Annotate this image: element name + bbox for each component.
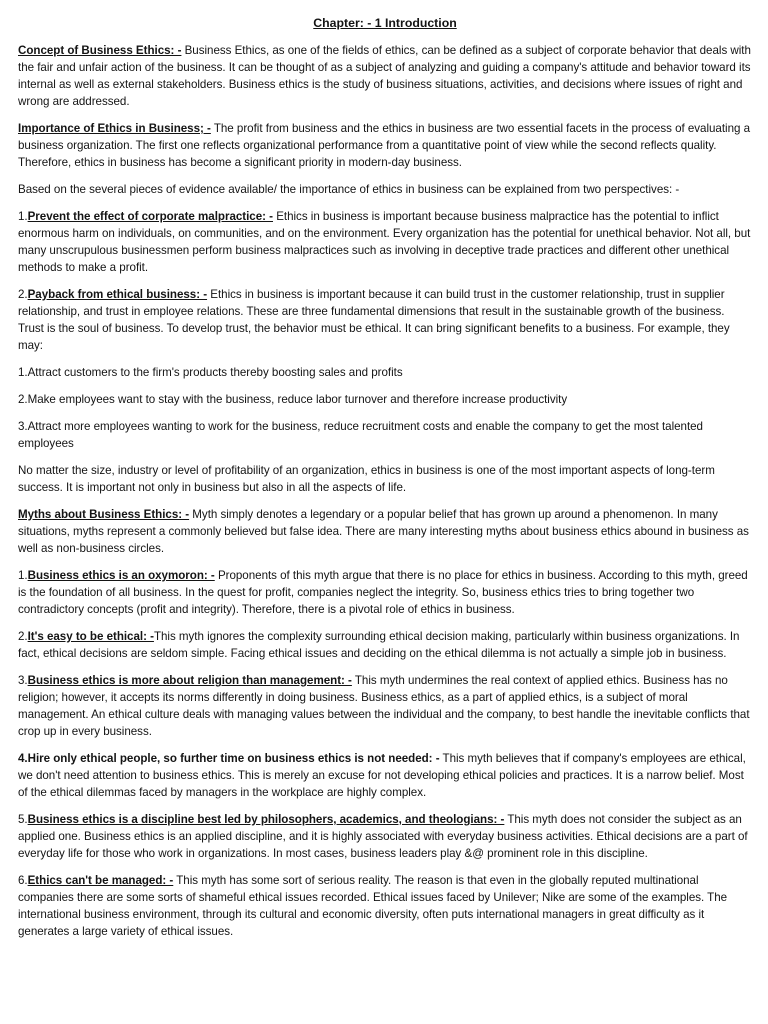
- paragraph: [18, 418, 752, 452]
- paragraph-text: The profit from business and the ethics in business are two essential facets in the process of evaluating a business organization. The first one reflects organizational performance from a quantitative point of view while the second reflects quality. Therefore, ethics in business has become a significant priority in modern-day business.: [18, 122, 751, 169]
- section-heading: It's easy to be ethical: -: [27, 630, 154, 643]
- section-heading: Business ethics is an oxymoron: -: [27, 569, 215, 582]
- document-page: [18, 15, 752, 950]
- list-number: 5.: [18, 813, 28, 826]
- paragraph: [18, 42, 752, 110]
- paragraph-text: This myth does not consider the subject as an applied one. Business ethics is an applied discipline, and it is highly associated with everyday business activities. Ethical decisions are a part of everyday life for those who work in organizations. In most cases, business leaders play &@ prominent role in this discipline.: [18, 813, 748, 860]
- paragraph-text: This myth has some sort of serious reality. The reason is that even in the globally reputed multinational companies there are some sorts of shameful ethical issues recorded. Ethical issues faced by Unilever; Nike are some of the examples. The international business environment, through its cultural and economic diversity, often puts international managers in great difficulty as it generates a large variety of ethical issues.: [18, 874, 728, 938]
- chapter-title: Chapter: - 1 Introduction: [313, 16, 457, 30]
- document-body: [18, 42, 752, 940]
- paragraph-text: This myth believes that if company's employees are ethical, we don't need attention to business ethics. This is merely an excuse for not developing ethical policies and practices. It is a narrow belief. Most of the ethical dilemmas faced by managers in the workplace are highly complex.: [18, 752, 746, 799]
- section-heading: Business ethics is more about religion than management: -: [27, 674, 352, 687]
- paragraph-text: This myth undermines the real context of applied ethics. Business has no religion; however, it accepts its norms differently in doing business. Business ethics, as a part of applied ethics, is a subject of moral management. An ethical culture deals with managing values between the individual and the company, to best handle the inevitable conflicts that crop up in every business.: [18, 674, 750, 738]
- paragraph-text: This myth ignores the complexity surrounding ethical decision making, particularly within business organizations. In fact, ethical decisions are seldom simple. Facing ethical issues and deciding on the ethical dilemma is not actually a simple job in business.: [18, 630, 740, 660]
- paragraph-text: 3.Attract more employees wanting to work for the business, reduce recruitment costs and enable the company to get the most talented employees: [18, 420, 703, 450]
- paragraph-text: Proponents of this myth argue that there is no place for ethics in business. According to this myth, greed is the foundation of all business. In the quest for profit, companies neglect the integrity. So, business ethics tries to bring together two contradictory concepts (profit and integrity). Therefore, there is a pivotal role of ethics in business.: [18, 569, 748, 616]
- section-heading: Myths about Business Ethics: -: [18, 508, 190, 521]
- paragraph: [18, 364, 752, 381]
- list-number: 3.: [18, 674, 28, 687]
- paragraph: [18, 462, 752, 496]
- paragraph: [18, 628, 752, 662]
- list-number: 1.: [18, 210, 28, 223]
- paragraph: [18, 208, 752, 276]
- paragraph: [18, 391, 752, 408]
- paragraph-text: Business Ethics, as one of the fields of ethics, can be defined as a subject of corporate behavior that deals with the fair and unfair action of the business. It can be thought of as a subject of analyzing and guiding a company's attitude and behavior toward its internal as well as external stakeholders. Business ethics is the study of business situations, activities, and decisions where issues of right and wrong are addressed.: [18, 44, 751, 108]
- paragraph-text: Myth simply denotes a legendary or a popular belief that has grown up around a phenomenon. In many situations, myths represent a commonly believed but false idea. There are many interesting myths about business ethics abound in business as well as non-business circles.: [18, 508, 749, 555]
- paragraph: [18, 181, 752, 198]
- paragraph-text: 2.Make employees want to stay with the business, reduce labor turnover and therefore increase productivity: [18, 393, 568, 406]
- list-number: 1.: [18, 569, 28, 582]
- section-heading: Concept of Business Ethics: -: [18, 44, 182, 57]
- paragraph: [18, 811, 752, 862]
- paragraph-text: Ethics in business is important because it can build trust in the customer relationship, trust in supplier relationship, and trust in employee relations. These are three fundamental dimensions that result in the sustainable growth of the business. Trust is the soul of business. To develop trust, the behavior must be ethical. It can bring significant benefits to a business. For example, they may:: [18, 288, 730, 352]
- section-heading: Prevent the effect of corporate malpractice: -: [27, 210, 273, 223]
- section-heading: Business ethics is a discipline best led by philosophers, academics, and theologians: -: [27, 813, 505, 826]
- paragraph-text: 1.Attract customers to the firm's products thereby boosting sales and profits: [18, 366, 403, 379]
- list-number: 2.: [18, 288, 28, 301]
- paragraph: [18, 286, 752, 354]
- paragraph: [18, 120, 752, 171]
- paragraph-text: No matter the size, industry or level of profitability of an organization, ethics in business is one of the most important aspects of long-term success. It is important not only in business but also in all the aspects of life.: [18, 464, 715, 494]
- list-number: 6.: [18, 874, 28, 887]
- paragraph: [18, 750, 752, 801]
- section-heading: Importance of Ethics in Business; -: [18, 122, 211, 135]
- paragraph: [18, 872, 752, 940]
- paragraph: [18, 567, 752, 618]
- paragraph-text: Based on the several pieces of evidence available/ the importance of ethics in business can be explained from two perspectives: -: [18, 183, 680, 196]
- paragraph-text: Ethics in business is important because business malpractice has the potential to inflict enormous harm on individuals, on communities, and on the environment. Every organization has the potential for unethical behavior. Not all, but many unscrupulous businessmen perform business malpractices such as involving in deceptive trade practices and different other unethical methods to make a profit.: [18, 210, 751, 274]
- paragraph: [18, 672, 752, 740]
- section-heading: Ethics can't be managed: -: [27, 874, 174, 887]
- section-heading: Payback from ethical business: -: [27, 288, 208, 301]
- section-heading: 4.Hire only ethical people, so further time on business ethics is not needed: -: [18, 752, 440, 765]
- paragraph: [18, 506, 752, 557]
- list-number: 2.: [18, 630, 28, 643]
